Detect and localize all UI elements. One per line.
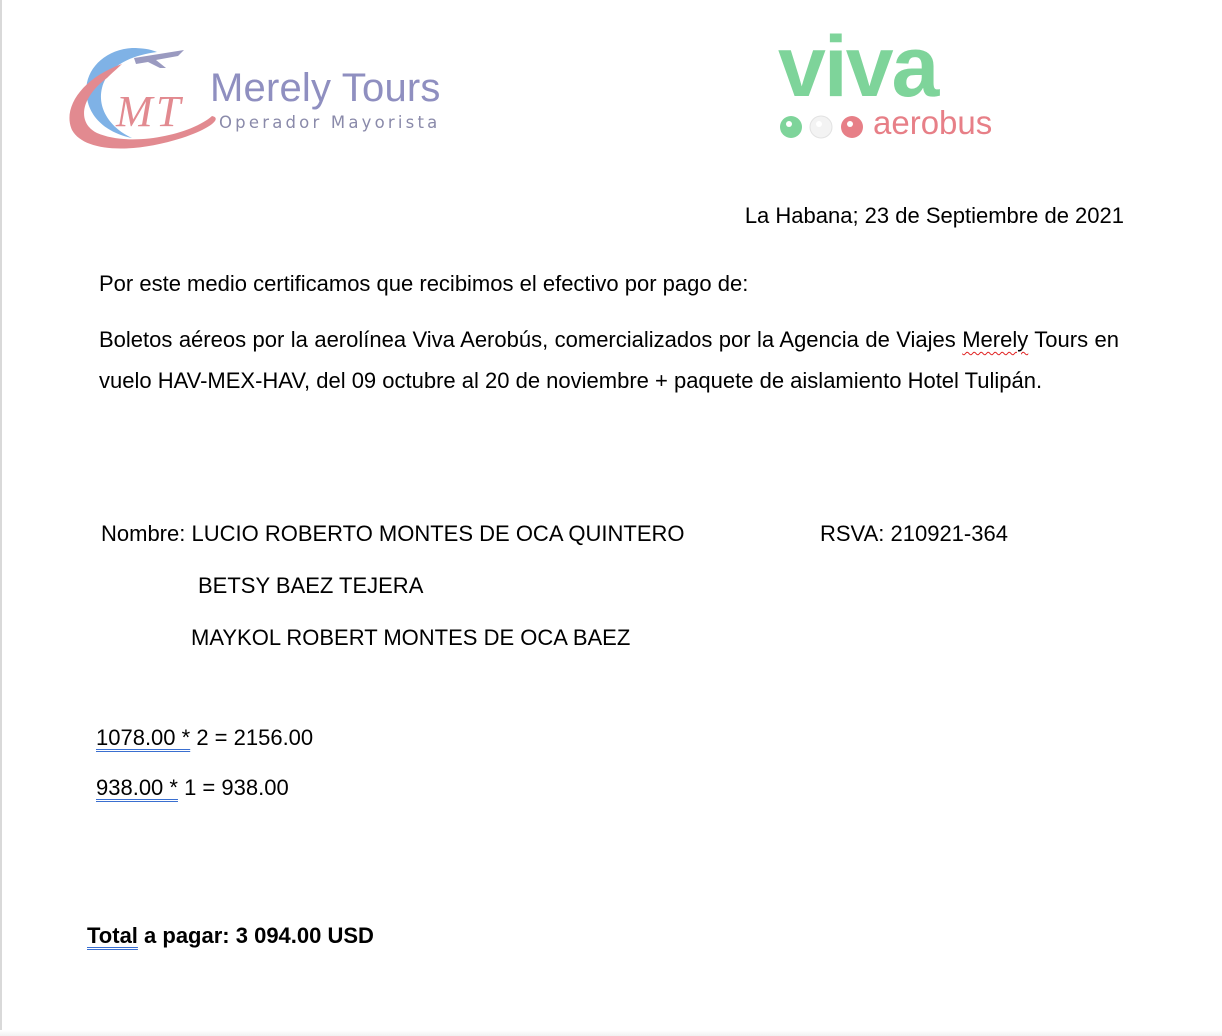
viva-dots-icon: [776, 114, 871, 144]
svg-text:M: M: [116, 87, 153, 136]
reservation-number: RSVA: 210921-364: [820, 521, 1008, 546]
viva-logo-word: viva: [778, 19, 938, 115]
viva-aerobus-logo: [776, 19, 1046, 146]
calculation-line-2: [96, 777, 289, 799]
viva-logo-subword: aerobus: [873, 104, 993, 141]
grammar-flagged-text[interactable]: 1078.00 *: [96, 725, 191, 750]
total-line: [87, 925, 374, 947]
grammar-flagged-text[interactable]: 938.00 *: [96, 775, 178, 800]
intro-line: Por este medio certificamos que recibimos el efectivo por pago de:: [99, 271, 749, 296]
total-amount: a pagar: 3 094.00 USD: [137, 923, 374, 948]
paragraph-part-1: Boletos aéreos por la aerolínea Viva Aerobús, comercializados por la Agencia de Viajes: [99, 327, 963, 352]
merely-logo-tagline: Operador Mayorista: [219, 113, 441, 132]
merely-logo-name: Merely Tours: [210, 66, 441, 110]
passenger-3: MAYKOL ROBERT MONTES DE OCA BAEZ: [191, 625, 631, 650]
passenger-2: BETSY BAEZ TEJERA: [198, 573, 424, 598]
calculation-line-1: [96, 727, 313, 749]
date-line: La Habana; 23 de Septiembre de 2021: [744, 203, 1124, 228]
svg-text:T: T: [156, 87, 181, 136]
names-line-1: Nombre: LUCIO ROBERTO MONTES DE OCA QUINTERO: [101, 521, 685, 546]
page-left-edge: [0, 0, 2, 1036]
spelling-flagged-word[interactable]: Merely: [962, 327, 1029, 352]
paragraph-part-2: Tours en vuelo HAV-MEX-HAV, del 09 octubre al 20 de noviembre + paquete de aislamiento Hotel Tulipán.: [99, 327, 1119, 393]
merely-tours-logo: [62, 38, 482, 158]
page-bottom-edge: [0, 1030, 1222, 1036]
calculation-2-rest: 1 = 938.00: [177, 775, 289, 800]
calculation-1-rest: 2 = 2156.00: [190, 725, 314, 750]
description-paragraph: [99, 319, 1119, 401]
grammar-flagged-total[interactable]: Total: [87, 923, 138, 948]
